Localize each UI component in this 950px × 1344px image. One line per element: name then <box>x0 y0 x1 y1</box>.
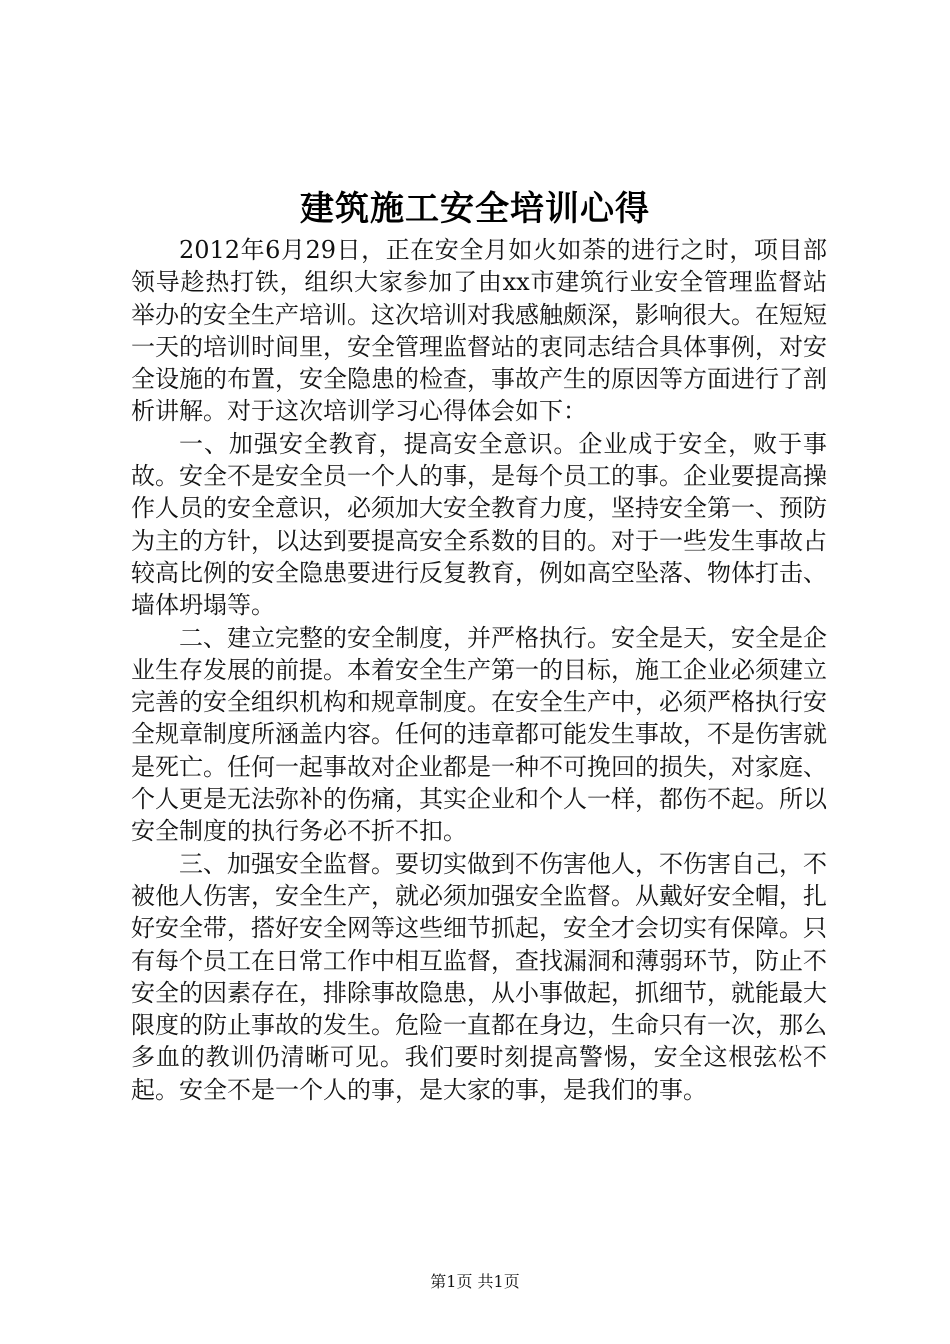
page-footer: 第1页 共1页 <box>430 1272 520 1291</box>
paragraph-section-2: 二、建立完整的安全制度，并严格执行。安全是天，安全是企业生存发展的前提。本着安全生产第一的目标，施工企业必须建立完善的安全组织机构和规章制度。在安全生产中，必须严格执行安全规章制度所涵盖内容。任何的违章都可能发生事故，不是伤害就是死亡。任何一起事故对企业都是一种不可挽回的损失，对家庭、个人更是无法弥补的伤痛，其实企业和个人一样，都伤不起。所以安全制度的执行务必不折不扣。 <box>131 623 827 846</box>
document-body <box>131 234 827 1106</box>
paragraph-section-1: 一、加强安全教育，提高安全意识。企业成于安全，败于事故。安全不是安全员一个人的事，是每个员工的事。企业要提高操作人员的安全意识，必须加大安全教育力度，坚持安全第一、预防为主的方针，以达到要提高安全系数的目的。对于一些发生事故占较高比例的安全隐患要进行反复教育，例如高空坠落、物体打击、墙体坍塌等。 <box>131 429 827 620</box>
paragraph-section-3: 三、加强安全监督。要切实做到不伤害他人，不伤害自己，不被他人伤害，安全生产，就必须加强安全监督。从戴好安全帽，扎好安全带，搭好安全网等这些细节抓起，安全才会切实有保障。只有每个员工在日常工作中相互监督，查找漏洞和薄弱环节，防止不安全的因素存在，排除事故隐患，从小事做起，抓细节，就能最大限度的防止事故的发生。危险一直都在身边，生命只有一次，那么多血的教训仍清晰可见。我们要时刻提高警惕，安全这根弦松不起。安全不是一个人的事，是大家的事，是我们的事。 <box>131 849 827 1104</box>
document-title: 建筑施工安全培训心得 <box>300 189 650 229</box>
paragraph-intro: 2012年6月29日，正在安全月如火如荼的进行之时，项目部领导趁热打铁，组织大家参加了由xx市建筑行业安全管理监督站举办的安全生产培训。这次培训对我感触颇深，影响很大。在短短一天的培训时间里，安全管理监督站的衷同志结合具体事例，对安全设施的布置，安全隐患的检查，事故产生的原因等方面进行了剖析讲解。对于这次培训学习心得体会如下： <box>131 236 827 426</box>
